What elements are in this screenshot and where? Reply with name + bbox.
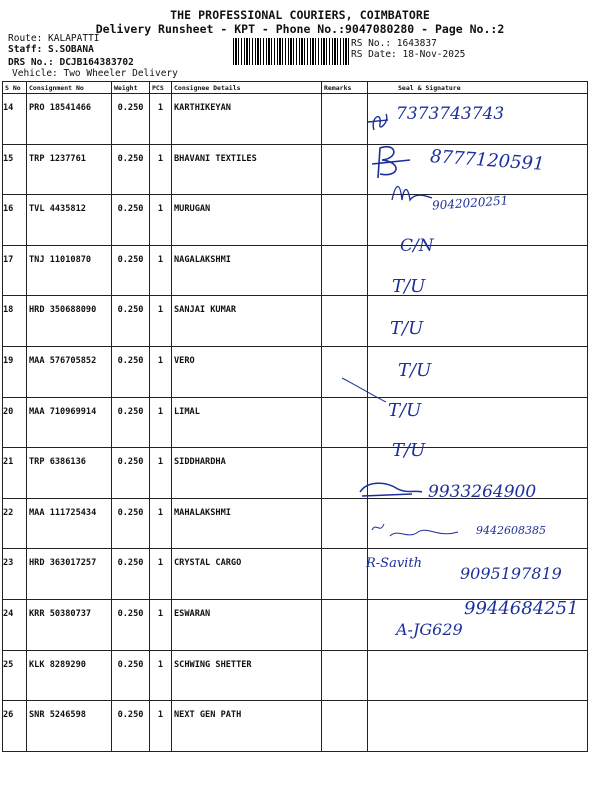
handwritten-remark-22: T/U: [392, 440, 426, 461]
cell-sno: 19: [3, 346, 27, 397]
cell-consignee: SIDDHARDHA: [172, 448, 322, 499]
cell-sno: 18: [3, 296, 27, 347]
barcode-image: [233, 38, 349, 65]
cell-pcs: 1: [150, 195, 172, 246]
vehicle-label: Vehicle: Two Wheeler Delivery: [12, 68, 178, 79]
cell-sno: 16: [3, 195, 27, 246]
cell-remarks: [322, 650, 368, 701]
handwritten-phone-26: 9944684251: [464, 598, 579, 619]
cell-weight: 0.250: [112, 498, 150, 549]
signature-scribble-24: [368, 520, 468, 544]
cell-sno: 24: [3, 599, 27, 650]
cell-remarks: [322, 498, 368, 549]
handwritten-remark-17: C/N: [400, 236, 434, 256]
cell-consignee: NAGALAKSHMI: [172, 245, 322, 296]
handwritten-name-25: R-Savith: [366, 556, 422, 571]
signature-scribble-15: [366, 140, 426, 185]
ink-stroke: [340, 376, 390, 406]
cell-pcs: 1: [150, 498, 172, 549]
cell-signature: [368, 701, 588, 752]
cell-sno: 14: [3, 94, 27, 145]
runsheet-subtitle: Delivery Runsheet - KPT - Phone No.:9047080280 - Page No.:2: [95, 22, 505, 36]
cell-pcs: 1: [150, 397, 172, 448]
table-row: [3, 296, 588, 347]
handwritten-phone-23: 9933264900: [428, 482, 537, 502]
cell-consignment: MAA 576705852: [27, 346, 112, 397]
handwritten-remark-20: T/U: [398, 360, 432, 381]
cell-sno: 23: [3, 549, 27, 600]
col-weight: Weight: [112, 82, 150, 94]
cell-signature: [368, 650, 588, 701]
handwritten-phone-16: 9042020251: [431, 193, 509, 213]
cell-consignee: MURUGAN: [172, 195, 322, 246]
cell-weight: 0.250: [112, 144, 150, 195]
rs-number: RS No.: 1643837: [351, 38, 437, 49]
cell-consignment: TRP 6386136: [27, 448, 112, 499]
cell-remarks: [322, 701, 368, 752]
col-consignment: Consignment No: [27, 82, 112, 94]
signature-scribble-23: [356, 478, 426, 502]
cell-weight: 0.250: [112, 397, 150, 448]
cell-consignee: ESWARAN: [172, 599, 322, 650]
cell-consignee: SCHWING SHETTER: [172, 650, 322, 701]
cell-weight: 0.250: [112, 650, 150, 701]
cell-remarks: [322, 144, 368, 195]
cell-consignment: KLK 8289290: [27, 650, 112, 701]
cell-consignee: CRYSTAL CARGO: [172, 549, 322, 600]
cell-consignee: MAHALAKSHMI: [172, 498, 322, 549]
cell-consignment: TVL 4435812: [27, 195, 112, 246]
col-remarks: Remarks: [322, 82, 368, 94]
table-row: [3, 397, 588, 448]
cell-sno: 26: [3, 701, 27, 752]
cell-sno: 20: [3, 397, 27, 448]
handwritten-phone-24: 9442608385: [476, 524, 546, 537]
cell-pcs: 1: [150, 599, 172, 650]
table-header-row: [3, 82, 588, 94]
staff-label: Staff: S.SOBANA: [8, 44, 94, 55]
col-pcs: PCS: [150, 82, 172, 94]
cell-weight: 0.250: [112, 245, 150, 296]
cell-pcs: 1: [150, 94, 172, 145]
table-row: [3, 346, 588, 397]
route-label: Route: KALAPATTI: [8, 33, 100, 44]
cell-consignment: SNR 5246598: [27, 701, 112, 752]
cell-remarks: [322, 245, 368, 296]
cell-consignment: PRO 18541466: [27, 94, 112, 145]
cell-pcs: 1: [150, 144, 172, 195]
cell-consignee: KARTHIKEYAN: [172, 94, 322, 145]
cell-consignment: HRD 363017257: [27, 549, 112, 600]
cell-consignee: SANJAI KUMAR: [172, 296, 322, 347]
cell-consignee: LIMAL: [172, 397, 322, 448]
col-consignee: Consignee Details: [172, 82, 322, 94]
cell-pcs: 1: [150, 549, 172, 600]
handwritten-phone-15: 8777120591: [429, 146, 546, 175]
cell-weight: 0.250: [112, 549, 150, 600]
cell-remarks: [322, 195, 368, 246]
cell-pcs: 1: [150, 650, 172, 701]
cell-consignee: NEXT GEN PATH: [172, 701, 322, 752]
table-row: [3, 245, 588, 296]
cell-consignment: MAA 710969914: [27, 397, 112, 448]
handwritten-phone-14: 7373743743: [396, 104, 505, 124]
cell-remarks: [322, 296, 368, 347]
handwritten-remark-18: T/U: [392, 276, 426, 297]
drs-number: DRS No.: DCJB164383702: [8, 57, 134, 68]
cell-consignment: TRP 1237761: [27, 144, 112, 195]
handwritten-phone-25: 9095197819: [460, 564, 562, 583]
cell-pcs: 1: [150, 245, 172, 296]
table-row: [3, 701, 588, 752]
cell-consignment: HRD 350688090: [27, 296, 112, 347]
table-row: [3, 650, 588, 701]
cell-weight: 0.250: [112, 94, 150, 145]
cell-sno: 21: [3, 448, 27, 499]
cell-consignment: MAA 111725434: [27, 498, 112, 549]
cell-consignee: VERO: [172, 346, 322, 397]
cell-weight: 0.250: [112, 296, 150, 347]
cell-remarks: [322, 599, 368, 650]
cell-pcs: 1: [150, 448, 172, 499]
cell-weight: 0.250: [112, 448, 150, 499]
cell-weight: 0.250: [112, 346, 150, 397]
cell-weight: 0.250: [112, 701, 150, 752]
rs-date: RS Date: 18-Nov-2025: [351, 49, 466, 60]
cell-pcs: 1: [150, 296, 172, 347]
runsheet-table: [2, 81, 588, 752]
handwritten-remark-19: T/U: [390, 318, 424, 339]
cell-sno: 17: [3, 245, 27, 296]
cell-pcs: 1: [150, 346, 172, 397]
cell-consignee: BHAVANI TEXTILES: [172, 144, 322, 195]
cell-weight: 0.250: [112, 195, 150, 246]
handwritten-remark-21: T/U: [388, 400, 422, 421]
cell-sno: 15: [3, 144, 27, 195]
col-signature: Seal & Signature: [368, 82, 588, 94]
col-sno: S No: [3, 82, 27, 94]
cell-consignment: KRR 50380737: [27, 599, 112, 650]
cell-consignment: TNJ 11010870: [27, 245, 112, 296]
cell-pcs: 1: [150, 701, 172, 752]
cell-sno: 25: [3, 650, 27, 701]
cell-sno: 22: [3, 498, 27, 549]
cell-remarks: [322, 549, 368, 600]
company-title: THE PROFESSIONAL COURIERS, COIMBATORE: [170, 8, 430, 22]
signature-scribble-16: [388, 180, 438, 210]
cell-weight: 0.250: [112, 599, 150, 650]
handwritten-name-26: A-JG629: [396, 620, 463, 639]
